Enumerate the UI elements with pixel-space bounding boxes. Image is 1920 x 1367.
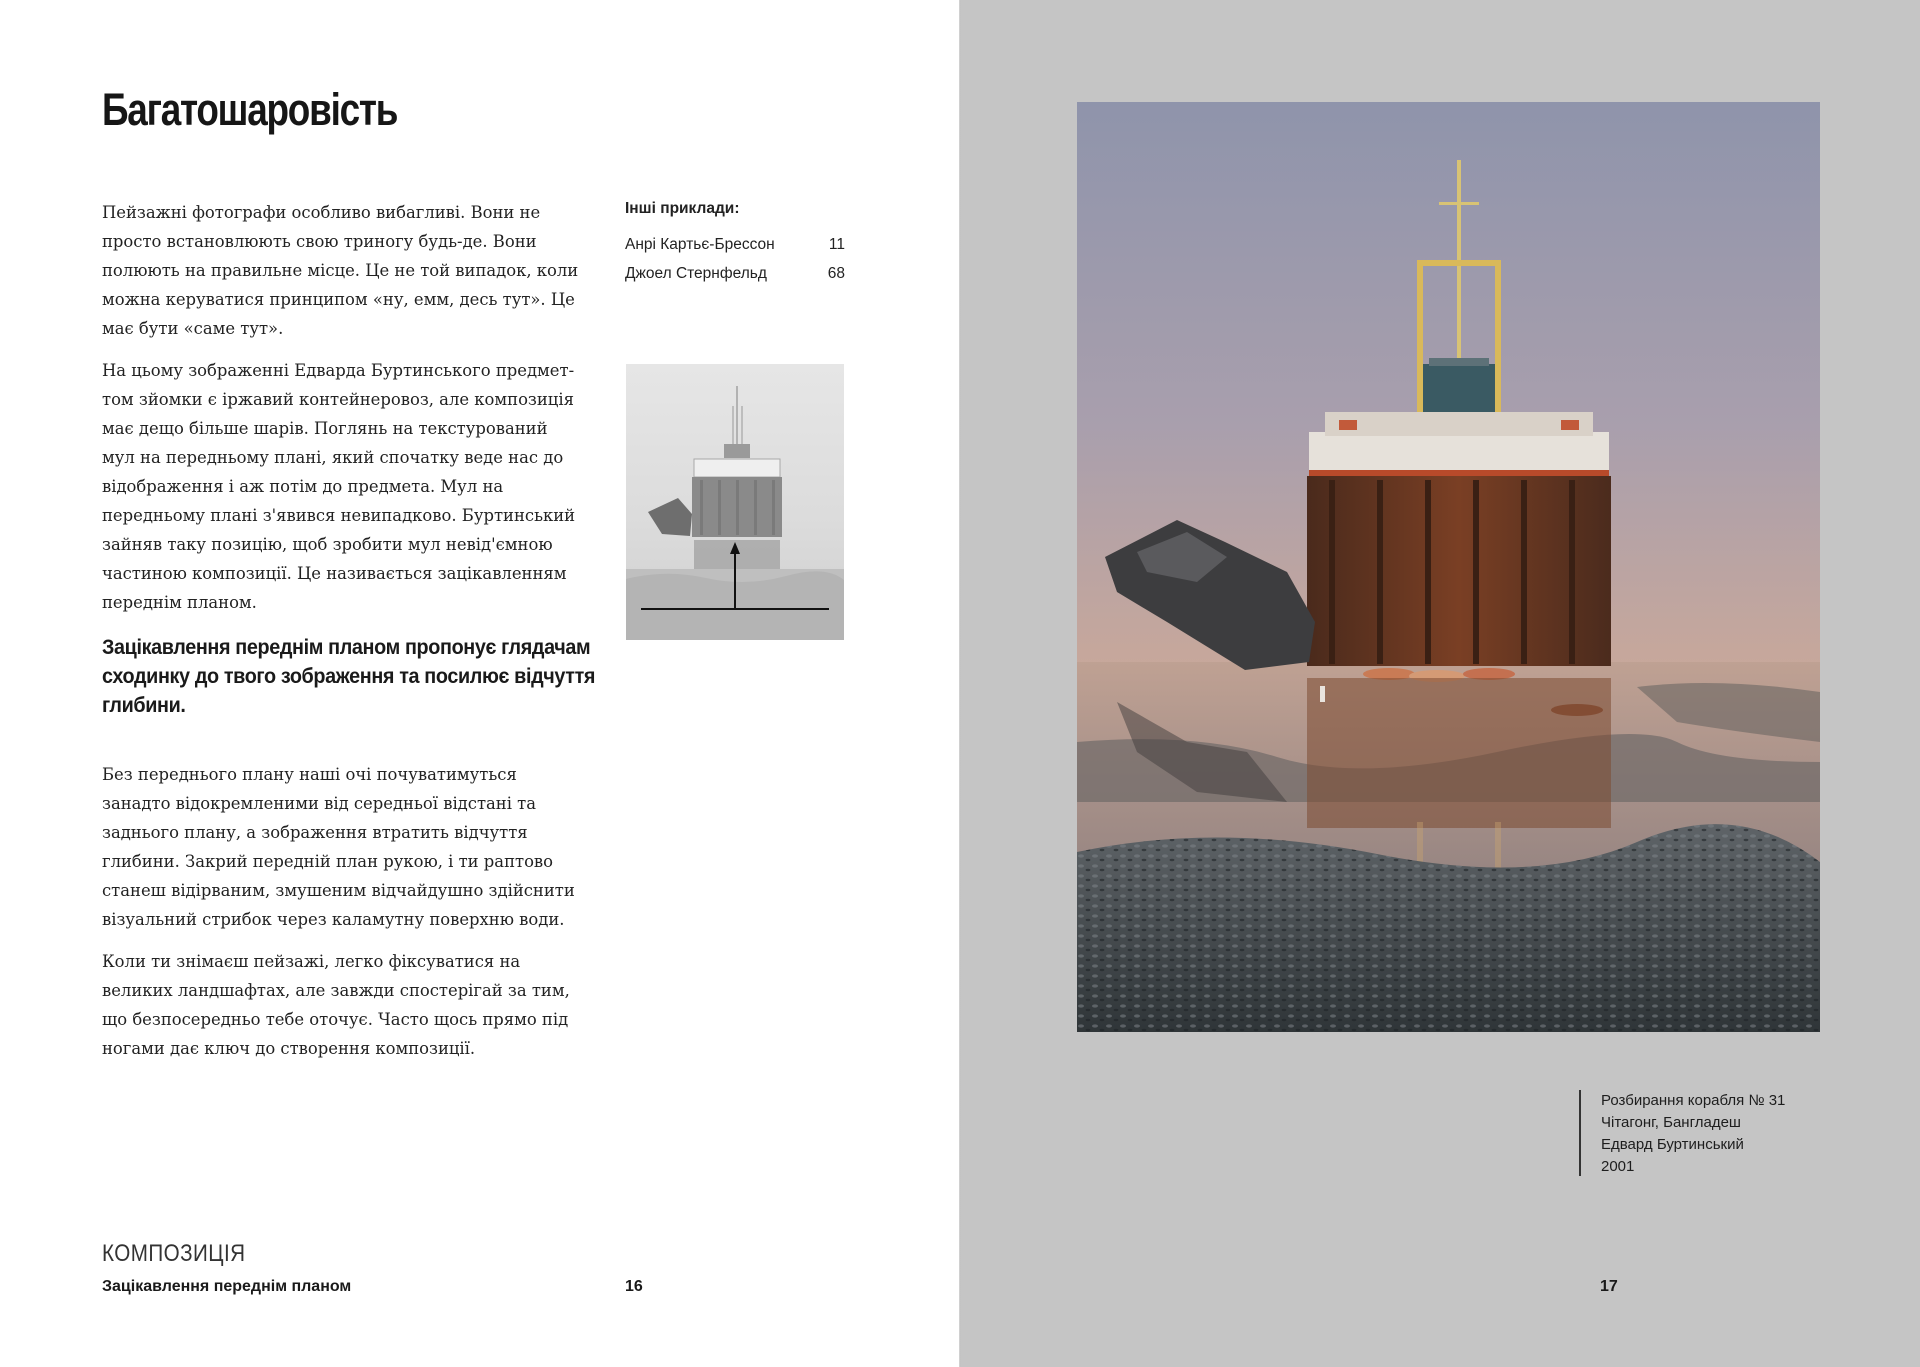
other-example-name: Анрі Картьє-Брессон [625, 235, 775, 253]
caption-author: Едвард Буртинський [1601, 1136, 1744, 1153]
other-example-row [625, 230, 845, 259]
body-text-column [102, 198, 596, 1076]
footer-subtitle: Зацікавлення переднім планом [102, 1278, 352, 1295]
ship-breaking-photo [1077, 102, 1820, 1032]
other-example-page: 11 [828, 235, 845, 253]
page-title: Багатошаровість [102, 84, 398, 135]
page-number-left: 16 [625, 1278, 643, 1295]
body-paragraph-1: Пейзажні фотографи особливо вибагливі. Вони не просто встановлюють свою триногу будь-де. Вони полюють на правильне місце. Це не той випадок, коли можна керуватися принципом «ну, емм, десь тут». Це має бути «саме тут». [102, 203, 579, 338]
other-example-row [625, 259, 845, 288]
page-number-right: 17 [1600, 1278, 1618, 1295]
body-paragraph-3: Без переднього плану наші очі почуватимуться занадто відокремленими від середньої відстані та заднього плану, а зображення втратить відчуття глибини. Закрий передній план рукою, і ти раптово станеш відірваним, змушеним відчайдушно здійснити візуальний стрибок через каламутну поверхню води. [102, 765, 575, 929]
body-paragraph-4: Коли ти знімаєш пейзажі, легко фіксуватися на великих ландшафтах, але завжди спостерігай за тим, що безпосередньо тебе оточує. Часто щось прямо під ногами дає ключ до створення композиції. [102, 952, 570, 1058]
footer-section-title: КОМПОЗИЦІЯ [102, 1240, 246, 1267]
caption-year: 2001 [1601, 1158, 1635, 1175]
other-examples-title: Інші приклади: [625, 200, 740, 217]
left-page [0, 0, 959, 1367]
composition-diagram [626, 364, 844, 640]
composition-diagram-image [626, 364, 844, 640]
other-examples [625, 200, 845, 288]
other-example-page: 68 [827, 264, 845, 282]
body-paragraph-2: На цьому зображенні Едварда Буртинського предметтом зйомки є іржавий контейнеровоз, але композиція має дещо більше шарів. Поглянь на текстурований мул на передньому плані, який спочатку веде нас до відображення і аж потім до предмета. Мул на передньому плані з'явився невипадково. Буртинський зайняв таку позицію, щоб зробити мул невід'ємною частиною композиції. Це називається зацікавленням переднім планом. [102, 361, 576, 612]
caption-location: Чітагонг, Бангладеш [1601, 1114, 1741, 1131]
ship-breaking-photo-image [1077, 102, 1820, 1032]
caption-title: Розбирання корабля № 31 [1601, 1092, 1786, 1109]
pull-quote: Зацікавлення переднім планом пропонує глядачам сходинку до твого зображення та посилює відчуття глибини. [102, 635, 596, 717]
photo-caption [1579, 1090, 1785, 1176]
other-example-name: Джоел Стернфельд [625, 264, 767, 282]
